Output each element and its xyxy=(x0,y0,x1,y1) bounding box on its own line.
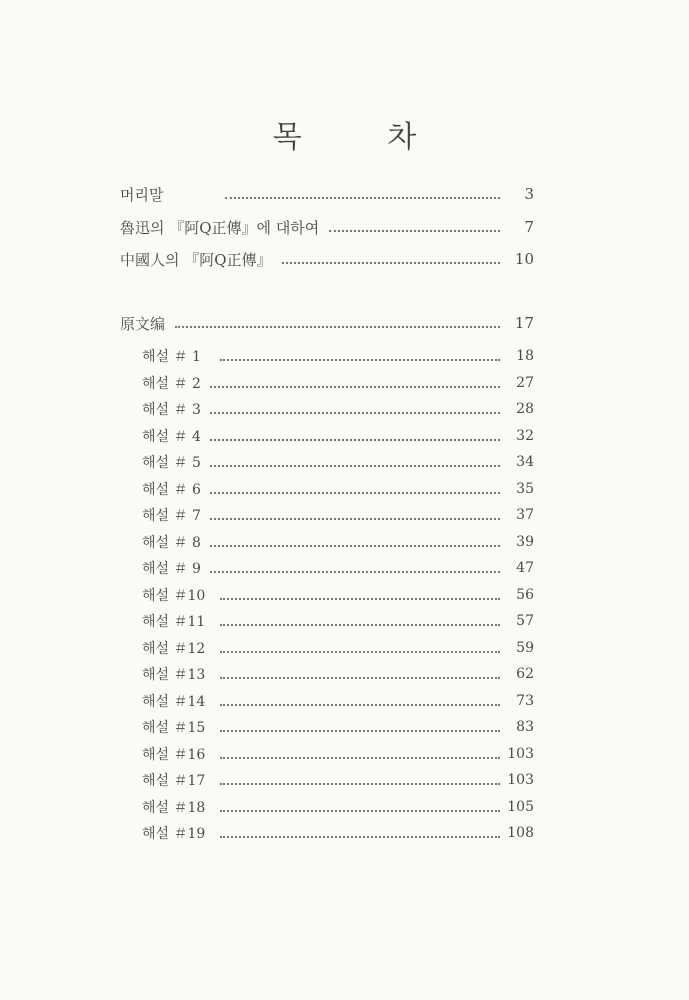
leader-dots xyxy=(210,412,500,414)
commentary-entry xyxy=(142,451,534,473)
commentary-entry xyxy=(142,716,534,738)
leader-dots xyxy=(220,704,500,706)
commentary-entry xyxy=(142,663,534,685)
commentary-entry xyxy=(142,372,534,394)
toc-entry-page: 47 xyxy=(516,560,534,576)
toc-entry-label: 魯迅의 『阿Q正傳』에 대하여 xyxy=(120,218,320,237)
toc-entry-page: 32 xyxy=(516,427,534,444)
toc-entry-original-text xyxy=(120,312,534,334)
toc-entry-page: 27 xyxy=(516,374,534,391)
toc-entry-label: 해설 ＃ 6 xyxy=(142,481,201,498)
leader-dots xyxy=(282,262,500,264)
toc-entry-label: 해설 ＃ 8 xyxy=(142,534,201,551)
commentary-entry xyxy=(142,584,534,606)
toc-entry-page: 108 xyxy=(507,825,534,841)
toc-entry-page: 34 xyxy=(516,454,534,470)
leader-dots xyxy=(210,518,500,520)
leader-dots xyxy=(210,386,500,388)
toc-entry-label: 해설 ＃16 xyxy=(142,746,206,763)
toc-entry-page: 105 xyxy=(507,798,534,815)
toc-entry-label: 原文编 xyxy=(120,314,166,333)
toc-entry-page: 39 xyxy=(516,533,534,550)
toc-entry-page: 7 xyxy=(524,218,534,236)
commentary-entry xyxy=(142,610,534,632)
commentary-entry xyxy=(142,478,534,500)
commentary-entry xyxy=(142,345,534,367)
toc-entry-about-luxun xyxy=(120,216,534,238)
commentary-entry xyxy=(142,769,534,791)
commentary-entry xyxy=(142,425,534,447)
toc-entry-label: 해설 ＃ 7 xyxy=(142,508,201,524)
toc-entry-page: 17 xyxy=(514,314,534,332)
toc-entry-page: 3 xyxy=(524,185,534,203)
commentary-entry xyxy=(142,796,534,818)
toc-entry-label: 해설 ＃19 xyxy=(142,826,206,842)
toc-entry-chinese-ahq xyxy=(120,248,534,270)
toc-entry-page: 103 xyxy=(507,772,534,788)
toc-entry-page: 10 xyxy=(514,250,534,268)
commentary-entry xyxy=(142,557,534,579)
toc-entry-page: 59 xyxy=(516,639,534,656)
leader-dots xyxy=(220,783,500,785)
toc-entry-page: 57 xyxy=(516,613,534,629)
toc-entry-page: 62 xyxy=(516,666,534,682)
leader-dots xyxy=(220,730,500,732)
toc-entry-label: 해설 ＃11 xyxy=(142,614,206,630)
toc-entry-label: 해설 ＃10 xyxy=(142,587,206,604)
leader-dots xyxy=(220,598,500,600)
leader-dots xyxy=(225,197,500,199)
toc-entry-page: 103 xyxy=(507,745,534,762)
toc-entry-label: 해설 ＃ 1 xyxy=(142,349,201,365)
leader-dots xyxy=(210,571,500,573)
toc-entry-label: 머리말 xyxy=(120,185,164,204)
leader-dots xyxy=(220,359,500,361)
leader-dots xyxy=(210,492,500,494)
leader-dots xyxy=(220,836,500,838)
commentary-entry xyxy=(142,822,534,844)
toc-entry-label: 해설 ＃14 xyxy=(142,693,206,710)
toc-entry-label: 해설 ＃13 xyxy=(142,667,206,683)
toc-entry-page: 73 xyxy=(516,692,534,709)
commentary-entry xyxy=(142,637,534,659)
toc-entry-page: 35 xyxy=(516,480,534,497)
toc-entry-label: 中國人의 『阿Q正傳』 xyxy=(120,250,272,269)
leader-dots xyxy=(210,545,500,547)
toc-entry-label: 해설 ＃ 4 xyxy=(142,428,201,445)
leader-dots xyxy=(329,230,500,232)
toc-entry-label: 해설 ＃12 xyxy=(142,640,206,657)
toc-entry-preface xyxy=(120,183,534,205)
commentary-entry xyxy=(142,743,534,765)
leader-dots xyxy=(210,465,500,467)
commentary-entry xyxy=(142,398,534,420)
toc-entry-page: 18 xyxy=(516,348,534,364)
toc-entry-page: 56 xyxy=(516,586,534,603)
toc-entry-page: 83 xyxy=(516,719,534,735)
toc-entry-page: 37 xyxy=(516,507,534,523)
toc-entry-label: 해설 ＃18 xyxy=(142,799,206,816)
toc-entry-label: 해설 ＃17 xyxy=(142,773,206,789)
commentary-entry xyxy=(142,531,534,553)
leader-dots xyxy=(220,624,500,626)
leader-dots xyxy=(220,810,500,812)
commentary-entry xyxy=(142,504,534,526)
toc-entry-label: 해설 ＃ 2 xyxy=(142,375,201,392)
toc-entry-page: 28 xyxy=(516,401,534,417)
leader-dots xyxy=(220,651,500,653)
commentary-entry xyxy=(142,690,534,712)
toc-entry-label: 해설 ＃15 xyxy=(142,720,206,736)
toc-entry-label: 해설 ＃ 5 xyxy=(142,455,201,471)
leader-dots xyxy=(210,439,500,441)
page-title: 목 차 xyxy=(272,120,455,155)
leader-dots xyxy=(220,677,500,679)
toc-entry-label: 해설 ＃ 9 xyxy=(142,561,201,577)
leader-dots xyxy=(220,757,500,759)
leader-dots xyxy=(175,326,500,328)
toc-entry-label: 해설 ＃ 3 xyxy=(142,402,201,418)
